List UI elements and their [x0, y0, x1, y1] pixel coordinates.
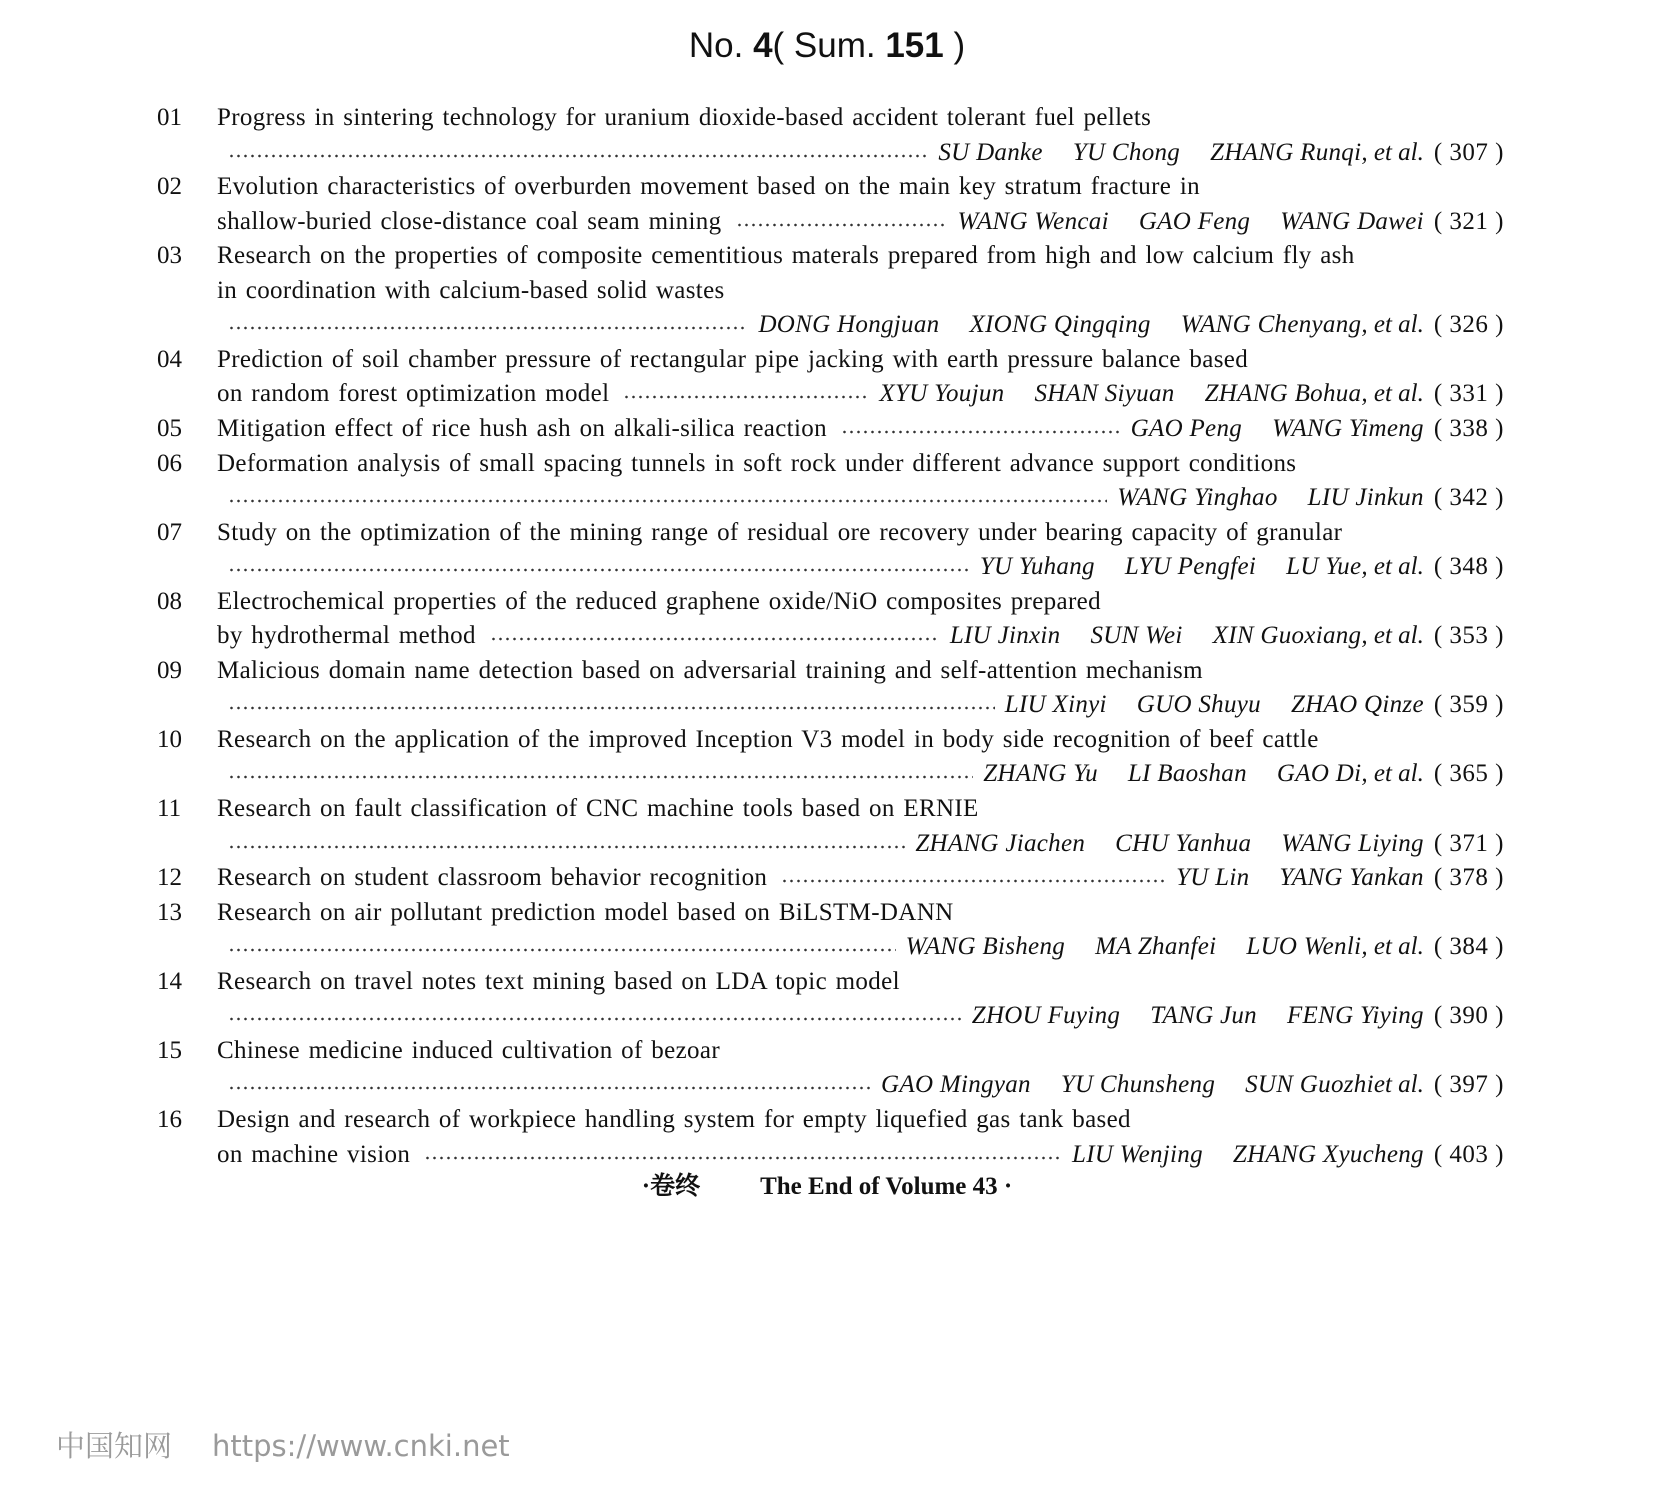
toc-entry-line: [0, 170, 1654, 204]
toc-entry-line: [0, 274, 1654, 308]
entry-author: ZHANG Jiachen: [915, 829, 1086, 857]
entry-title: Research on travel notes text mining based on LDA topic model: [217, 967, 900, 995]
entry-author: LUO Wenli: [1246, 933, 1362, 961]
entry-number: 03: [157, 242, 182, 270]
entry-number: 06: [157, 449, 182, 477]
entry-title: on machine vision: [217, 1140, 411, 1168]
entry-title: Malicious domain name detection based on adversarial training and self-attention mechanism: [217, 656, 1203, 684]
entry-author: LU Yue: [1286, 553, 1362, 581]
entry-et-al: , et al.: [1361, 760, 1424, 788]
entry-author: YANG Yankan: [1279, 864, 1424, 892]
entry-page: ( 403 ): [1433, 1140, 1504, 1168]
entry-author: XIN Guoxiang: [1212, 622, 1362, 650]
issue-prefix: No.: [688, 26, 744, 65]
entry-title: shallow-buried close-distance coal seam mining: [217, 207, 722, 235]
toc-entry-line: [0, 827, 1654, 861]
dot-leader: [424, 1156, 1062, 1160]
entry-author: XIONG Qingqing: [969, 311, 1151, 339]
entry-number: 01: [157, 104, 182, 131]
toc-entry-line: [0, 1068, 1654, 1102]
entry-leader: [228, 757, 1504, 791]
entry-leader: [736, 205, 1504, 239]
entry-author: ZHOU Fuying: [971, 1002, 1121, 1030]
entry-title: Mitigation effect of rice hush ash on alkali-silica reaction: [217, 414, 827, 442]
entry-author: GUO Shuyu: [1136, 691, 1261, 719]
entry-author: TANG Jun: [1150, 1002, 1257, 1030]
dot-leader: [228, 154, 928, 158]
entry-author: GAO Mingyan: [881, 1071, 1031, 1099]
dot-leader: [490, 637, 940, 641]
entry-page: ( 321 ): [1433, 207, 1504, 235]
entry-author: WANG Chenyang: [1180, 311, 1362, 339]
entry-page: ( 378 ): [1433, 864, 1504, 892]
entry-title: Study on the optimization of the mining range of residual ore recovery under bearing capacity of granular: [217, 518, 1343, 546]
entry-author: DONG Hongjuan: [758, 311, 940, 339]
entry-et-al: , et al.: [1361, 380, 1424, 408]
toc-entry-line: [0, 792, 1654, 826]
toc-entry-line: [0, 343, 1654, 377]
dot-leader: [623, 395, 869, 399]
toc-entry-line: [0, 447, 1654, 481]
entry-author: ZHANG Yu: [983, 760, 1098, 788]
entry-author: ZHANG Runqi: [1210, 138, 1362, 166]
entry-title: Design and research of workpiece handling system for empty liquefied gas tank based: [217, 1105, 1131, 1133]
issue-close: ): [953, 26, 966, 65]
dot-leader: [228, 948, 896, 952]
entry-author: LYU Pengfei: [1124, 553, 1257, 581]
entry-title: Electrochemical properties of the reduced graphene oxide/NiO composites prepared: [217, 587, 1101, 615]
toc-entry-line: [0, 861, 1654, 895]
entry-author: SHAN Siyuan: [1034, 380, 1175, 408]
entry-title: Progress in sintering technology for uranium dioxide-based accident tolerant fuel pellets: [217, 104, 1152, 131]
entry-leader: [228, 688, 1504, 722]
entry-author: LIU Jinkun: [1307, 484, 1424, 512]
entry-title: Evolution characteristics of overburden movement based on the main key stratum fracture in: [217, 173, 1200, 201]
end-of-volume-en: The End of Volume 43 ·: [760, 1173, 1013, 1200]
toc-entry-line: [0, 481, 1654, 515]
entry-leader: [781, 861, 1504, 895]
toc-entry-line: [0, 930, 1654, 964]
dot-leader: [736, 223, 948, 227]
entry-author: WANG Dawei: [1280, 207, 1424, 235]
cnki-watermark: [56, 1424, 510, 1465]
entry-page: ( 359 ): [1433, 691, 1504, 719]
dot-leader: [228, 1017, 962, 1021]
entry-author: XYU Youjun: [879, 380, 1005, 408]
toc-entry-line: [0, 1103, 1654, 1137]
entry-author: YU Yuhang: [979, 553, 1095, 581]
entry-leader: [228, 827, 1504, 861]
entry-author: YU Chong: [1072, 138, 1181, 166]
toc-entry-line: [0, 377, 1654, 411]
end-of-volume-cn: ·卷终: [641, 1173, 701, 1200]
entry-page: ( 348 ): [1433, 553, 1504, 581]
entry-page: ( 331 ): [1433, 380, 1504, 408]
entry-page: ( 365 ): [1433, 760, 1504, 788]
entry-et-al: , et al.: [1361, 622, 1424, 650]
entry-page: ( 326 ): [1433, 311, 1504, 339]
entry-number: 14: [157, 967, 182, 995]
entry-page: ( 384 ): [1433, 933, 1504, 961]
toc-entry-line: [0, 308, 1654, 342]
entry-author: SU Danke: [938, 138, 1043, 166]
toc-entry-line: [0, 965, 1654, 999]
toc-entry-line: [0, 516, 1654, 550]
toc-entry-line: [0, 619, 1654, 653]
entry-author: FENG Yiying: [1286, 1002, 1424, 1030]
end-of-volume: [0, 1166, 1654, 1202]
entry-number: 02: [157, 173, 182, 201]
entry-leader: [623, 377, 1504, 411]
entry-leader: [228, 308, 1504, 342]
entry-title: on random forest optimization model: [217, 380, 610, 408]
issue-number: 4: [753, 26, 773, 65]
toc-entry-line: [0, 550, 1654, 584]
toc-entry-line: [0, 723, 1654, 757]
entry-number: 10: [157, 725, 182, 753]
toc-entry-line: [0, 896, 1654, 930]
dot-leader: [228, 706, 995, 710]
entry-number: 08: [157, 587, 182, 615]
entry-page: ( 371 ): [1433, 829, 1504, 857]
entry-leader: [228, 481, 1504, 515]
toc-entry-line: [0, 239, 1654, 273]
entry-title: by hydrothermal method: [217, 622, 476, 650]
entry-title: Research on fault classification of CNC machine tools based on ERNIE: [217, 795, 979, 822]
entry-title: in coordination with calcium-based solid wastes: [217, 276, 725, 304]
entry-author: MA Zhanfei: [1095, 933, 1217, 961]
toc-entry-line: [0, 101, 1654, 135]
entry-author: GAO Feng: [1138, 207, 1251, 235]
dot-leader: [841, 430, 1121, 434]
watermark-cn: 中国知网: [56, 1429, 173, 1463]
entry-author: YU Lin: [1176, 864, 1250, 892]
entry-page: ( 353 ): [1433, 622, 1504, 650]
entry-et-al: , et al.: [1361, 553, 1424, 581]
entry-author: YU Chunsheng: [1060, 1071, 1216, 1099]
toc-entry-line: [0, 654, 1654, 688]
entry-author: WANG Liying: [1281, 829, 1424, 857]
entry-author: LIU Xinyi: [1004, 691, 1107, 719]
dot-leader: [228, 775, 973, 779]
entry-author: GAO Peng: [1130, 414, 1243, 442]
entry-number: 11: [157, 795, 182, 822]
entry-author: WANG Yinghao: [1117, 484, 1278, 512]
entry-leader: [228, 136, 1504, 170]
entry-et-al: , et al.: [1361, 138, 1424, 166]
watermark-url: https://www.cnki.net: [212, 1429, 510, 1463]
entry-author: SUN Guozhi: [1245, 1071, 1374, 1099]
entry-number: 15: [157, 1036, 182, 1064]
entry-leader: [228, 999, 1504, 1033]
toc-entry-line: [0, 999, 1654, 1033]
entry-author: GAO Di: [1276, 760, 1362, 788]
entry-page: ( 342 ): [1433, 484, 1504, 512]
entry-page: ( 338 ): [1433, 414, 1504, 442]
toc-entry-line: [0, 136, 1654, 170]
toc-entry-line: [0, 1034, 1654, 1068]
issue-sum-label: ( Sum.: [772, 26, 876, 65]
dot-leader: [228, 845, 905, 849]
entry-title: Research on air pollutant prediction model based on BiLSTM-DANN: [217, 898, 954, 926]
entry-author: WANG Yimeng: [1272, 414, 1424, 442]
entry-page: ( 397 ): [1433, 1071, 1504, 1099]
entry-leader: [490, 619, 1504, 653]
entry-title: Research on the application of the improved Inception V3 model in body side recognition of beef cattle: [217, 725, 1319, 753]
entry-author: LI Baoshan: [1127, 760, 1247, 788]
toc-entry-line: [0, 205, 1654, 239]
entry-leader: [228, 1068, 1504, 1102]
dot-leader: [228, 499, 1107, 503]
entry-author: WANG Bisheng: [905, 933, 1066, 961]
entry-number: 05: [157, 414, 182, 442]
entry-number: 04: [157, 345, 182, 373]
entry-author: LIU Wenjing: [1072, 1140, 1203, 1168]
dot-leader: [781, 879, 1166, 883]
toc-entry-line: [0, 585, 1654, 619]
entry-title: Research on the properties of composite cementitious materals prepared from high and low calcium fly ash: [217, 242, 1355, 270]
entry-author: ZHAO Qinze: [1290, 691, 1424, 719]
entry-page: ( 307 ): [1433, 138, 1504, 166]
entry-leader: [841, 412, 1504, 446]
entry-et-al: , et al.: [1361, 933, 1424, 961]
entry-number: 09: [157, 656, 182, 684]
issue-sum-number: 151: [885, 26, 944, 65]
entry-et-al: , et al.: [1361, 311, 1424, 339]
dot-leader: [228, 568, 970, 572]
toc-entry-line: [0, 757, 1654, 791]
entry-leader: [228, 930, 1504, 964]
toc-entry-line: [0, 412, 1654, 446]
entry-number: 07: [157, 518, 182, 546]
entry-number: 13: [157, 898, 182, 926]
entry-page: ( 390 ): [1433, 1002, 1504, 1030]
entry-author: SUN Wei: [1090, 622, 1183, 650]
entry-title: Chinese medicine induced cultivation of bezoar: [217, 1036, 721, 1064]
entry-author: ZHANG Bohua: [1204, 380, 1362, 408]
dot-leader: [228, 1086, 871, 1090]
entry-number: 12: [157, 864, 182, 892]
entry-number: 16: [157, 1105, 182, 1133]
toc-entry-line: [0, 688, 1654, 722]
entry-title: Deformation analysis of small spacing tunnels in soft rock under different advance support conditions: [217, 449, 1297, 477]
entry-title: Research on student classroom behavior recognition: [217, 864, 768, 892]
entry-author: WANG Wencai: [957, 207, 1109, 235]
entry-author: LIU Jinxin: [949, 622, 1061, 650]
entry-leader: [228, 550, 1504, 584]
entry-author: CHU Yanhua: [1115, 829, 1252, 857]
entry-et-al: et al.: [1373, 1071, 1424, 1099]
entry-title: Prediction of soil chamber pressure of rectangular pipe jacking with earth pressure balance based: [217, 345, 1249, 373]
entry-author: ZHANG Xyucheng: [1232, 1140, 1424, 1168]
dot-leader: [228, 326, 748, 330]
